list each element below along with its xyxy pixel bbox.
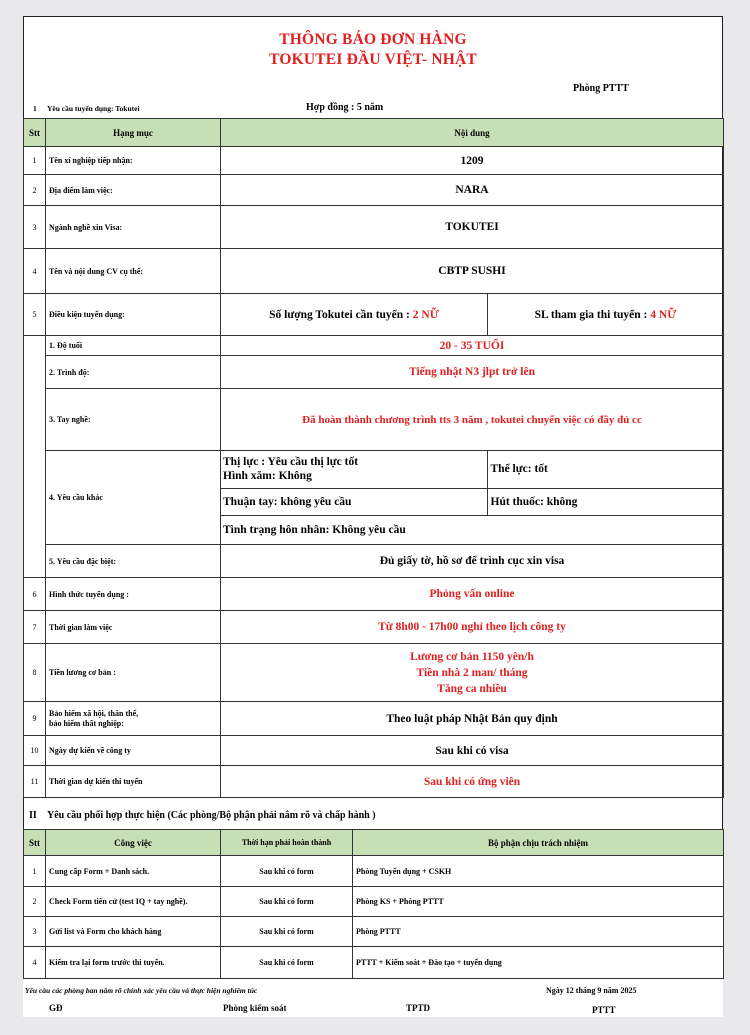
- education-value: Tiếng nhật N3 jlpt trở lên: [221, 356, 724, 389]
- candidates-value: 4 NỮ: [650, 308, 677, 321]
- empty-stt-cell: [24, 336, 46, 578]
- order-details-table: [23, 118, 724, 798]
- row-stt: 1: [24, 856, 46, 887]
- table-row: [24, 611, 724, 644]
- candidates-cell: [488, 294, 724, 336]
- salary-line3: Tăng ca nhiều: [437, 682, 507, 695]
- work-hours-value: Từ 8h00 - 17h00 nghỉ theo lịch công ty: [221, 611, 724, 644]
- tattoo-text: Hình xăm: Không: [223, 470, 312, 483]
- row-stt: 1: [24, 147, 46, 175]
- insurance-label-line1: Bảo hiểm xã hội, thân thể,: [49, 708, 139, 718]
- task-cell: Kiểm tra lại form trước thi tuyển.: [46, 947, 221, 979]
- age-value: 20 - 35 TUỔI: [221, 336, 724, 356]
- row-stt: 6: [24, 578, 46, 611]
- doc-title-line2: TOKUTEI ĐẦU VIỆT- NHẬT: [269, 51, 477, 68]
- dept-label: Phòng PTTT: [573, 83, 629, 94]
- table-row: [24, 249, 724, 294]
- row-stt: 2: [24, 175, 46, 206]
- salary-line1: Lương cơ bản 1150 yên/h: [410, 650, 534, 663]
- marital-text: Tình trạng hôn nhân: Không yêu cầu: [223, 523, 406, 536]
- footer-note: Yêu cầu các phòng ban nắm rõ chính xác yêu cầu và thực hiện nghiêm túc: [25, 986, 258, 995]
- row-stt: 11: [24, 766, 46, 798]
- responsible-cell: Phòng PTTT: [353, 917, 724, 947]
- table-row: [24, 356, 724, 389]
- responsible-cell: PTTT + Kiểm soát + Đào tạo + tuyển dụng: [353, 947, 724, 979]
- insurance-label-cell: [46, 702, 221, 736]
- vision-text: Thị lực : Yêu cầu thị lực tốt: [223, 456, 359, 469]
- table-row: [24, 451, 724, 545]
- table-row: [24, 887, 724, 917]
- table-row: [24, 389, 724, 451]
- header-task: Công việc: [46, 830, 221, 856]
- row-stt: 3: [24, 917, 46, 947]
- row-label: Ngành nghề xin Visa:: [46, 206, 221, 249]
- smoking-text: Hút thuốc: không: [487, 488, 723, 515]
- location-value: NARA: [221, 175, 724, 206]
- deadline-cell: Sau khi có form: [221, 947, 353, 979]
- row-label: Địa điểm làm việc:: [46, 175, 221, 206]
- section2-number: II: [29, 810, 37, 821]
- footer-date: Ngày 12 tháng 9 năm 2025: [546, 986, 637, 995]
- header-deadline: Thời hạn phải hoàn thành: [221, 830, 353, 856]
- table-header-row: [24, 830, 724, 856]
- table-row: [24, 736, 724, 766]
- row-stt: 9: [24, 702, 46, 736]
- section1-number: 1: [33, 104, 37, 113]
- row-label: Tiền lương cơ bản :: [46, 644, 221, 702]
- row-label: Tên xí nghiệp tiếp nhận:: [46, 147, 221, 175]
- header-category: Hạng mục: [46, 119, 221, 147]
- row-stt: 7: [24, 611, 46, 644]
- quota-cell: [221, 294, 488, 336]
- row-stt: 5: [24, 294, 46, 336]
- special-req-label: 5. Yêu cầu đặc biệt:: [46, 545, 221, 578]
- quota-value: 2 NỮ: [412, 308, 439, 321]
- header-stt: Stt: [24, 830, 46, 856]
- fitness-text: Thể lực: tốt: [487, 451, 723, 488]
- recruit-method-value: Phỏng vấn online: [221, 578, 724, 611]
- task-cell: Check Form tiến cử (test IQ + tay nghề).: [46, 887, 221, 917]
- section2-title: Yêu cầu phối hợp thực hiện (Các phòng/Bộ phận phải nắm rõ và chấp hành ): [47, 810, 376, 821]
- job-value: CBTP SUSHI: [221, 249, 724, 294]
- deadline-cell: Sau khi có form: [221, 887, 353, 917]
- other-req-grid: [221, 451, 723, 544]
- skill-label: 3. Tay nghề:: [46, 389, 221, 451]
- table-row: [24, 147, 724, 175]
- company-value: 1209: [221, 147, 724, 175]
- signature-tptd: TPTD: [406, 1003, 431, 1013]
- header-stt: Stt: [24, 119, 46, 147]
- quota-label: Số lượng Tokutei cần tuyển :: [269, 308, 410, 321]
- responsible-cell: Phòng Tuyển dụng + CSKH: [353, 856, 724, 887]
- exam-date-value: Sau khi có ứng viên: [221, 766, 724, 798]
- table-row: [24, 947, 724, 979]
- row-stt: 2: [24, 887, 46, 917]
- task-cell: Cung cấp Form + Danh sách.: [46, 856, 221, 887]
- table-row: [24, 644, 724, 702]
- row-label: Hình thức tuyển dụng :: [46, 578, 221, 611]
- age-label: 1. Độ tuổi: [46, 336, 221, 356]
- row-label: Thời gian dự kiến thi tuyển: [46, 766, 221, 798]
- responsible-cell: Phòng KS + Phòng PTTT: [353, 887, 724, 917]
- header-content: Nội dung: [221, 119, 724, 147]
- row-label: Điều kiện tuyển dụng:: [46, 294, 221, 336]
- table-row: [24, 206, 724, 249]
- salary-line2: Tiền nhà 2 man/ tháng: [416, 666, 528, 679]
- visa-field-value: TOKUTEI: [221, 206, 724, 249]
- table-row: [24, 294, 724, 336]
- coordination-table: [23, 829, 724, 979]
- table-row: [24, 336, 724, 356]
- row-label: Ngày dự kiến về công ty: [46, 736, 221, 766]
- candidates-label: SL tham gia thi tuyển :: [534, 308, 648, 321]
- table-row: [24, 175, 724, 206]
- start-date-value: Sau khi có visa: [221, 736, 724, 766]
- handedness-text: Thuận tay: không yêu cầu: [221, 488, 487, 515]
- row-label: Thời gian làm việc: [46, 611, 221, 644]
- insurance-label-line2: bảo hiểm thất nghiệp:: [49, 718, 124, 728]
- doc-title-line1: THÔNG BÁO ĐƠN HÀNG: [279, 31, 467, 48]
- row-stt: 3: [24, 206, 46, 249]
- deadline-cell: Sau khi có form: [221, 856, 353, 887]
- skill-value: Đã hoàn thành chương trình tts 3 năm , tokutei chuyển việc có đầy đủ cc: [221, 389, 724, 451]
- row-stt: 10: [24, 736, 46, 766]
- table-row: [24, 856, 724, 887]
- document-sheet: [23, 16, 723, 1017]
- contract-term: Hợp đồng : 5 năm: [306, 102, 384, 113]
- other-req-label: 4. Yêu cầu khác: [46, 451, 221, 545]
- signature-control-dept: Phòng kiểm soát: [223, 1003, 287, 1013]
- vision-tattoo-cell: [221, 451, 487, 488]
- signature-director: GĐ: [49, 1003, 63, 1013]
- task-cell: Gửi list và Form cho khách hàng: [46, 917, 221, 947]
- other-req-cell: [221, 451, 724, 545]
- row-label: Tên và nội dung CV cụ thể:: [46, 249, 221, 294]
- section1-label: Yêu cầu tuyển dụng: Tokutei: [47, 104, 140, 113]
- signature-pttt: PTTT: [592, 1005, 616, 1015]
- row-stt: 8: [24, 644, 46, 702]
- row-stt: 4: [24, 249, 46, 294]
- deadline-cell: Sau khi có form: [221, 917, 353, 947]
- table-row: [24, 578, 724, 611]
- table-row: [24, 702, 724, 736]
- special-req-value: Đủ giấy tờ, hồ sơ để trình cục xin visa: [221, 545, 724, 578]
- table-row: [24, 545, 724, 578]
- insurance-value: Theo luật pháp Nhật Bản quy định: [221, 702, 724, 736]
- table-row: [24, 766, 724, 798]
- salary-cell: [221, 644, 724, 702]
- header-responsible: Bộ phận chịu trách nhiệm: [353, 830, 724, 856]
- education-label: 2. Trình độ:: [46, 356, 221, 389]
- table-row: [24, 917, 724, 947]
- row-stt: 4: [24, 947, 46, 979]
- table-header-row: [24, 119, 724, 147]
